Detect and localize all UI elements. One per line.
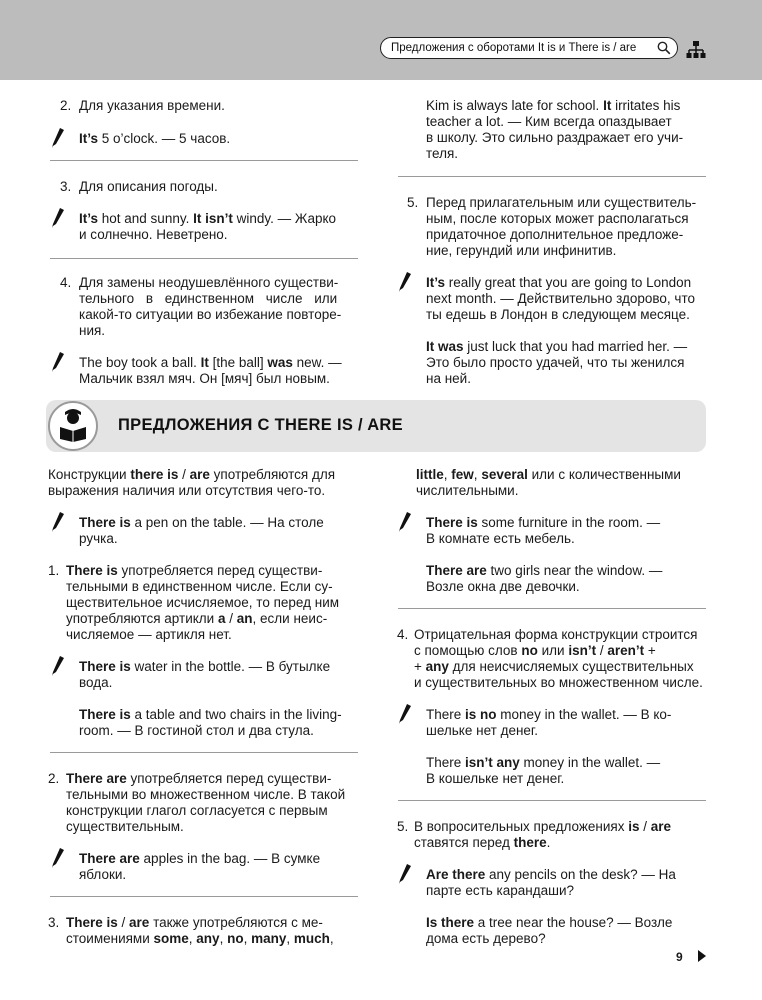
example: next month. — Действительно здорово, что [426,291,695,306]
example: room. — В гостиной стол и два стула. [79,723,314,738]
item-text: There is / are также употребляются с ме- [66,915,323,930]
example: Is there a tree near the house? — Возле [426,915,673,930]
contents-tree-icon[interactable] [686,40,706,65]
item-text: Перед прилагательным или существитель- [426,195,697,210]
divider [398,176,706,177]
item-text: стоимениями some, any, no, many, much, [66,931,334,946]
example: It’s really great that you are going to London [426,275,692,290]
example: яблоки. [79,867,127,882]
breadcrumb-text: Предложения с оборотами It is и There is / are [391,42,637,54]
divider [50,160,358,161]
example: There is a pen on the table. — На столе [79,515,324,530]
pencil-icon [50,848,64,873]
example: на ней. [426,371,471,386]
example: Kim is always late for school. It irritates his [426,98,681,113]
breadcrumb[interactable] [380,37,678,59]
search-icon[interactable] [657,41,671,62]
pencil-icon [397,704,411,729]
item-number: 3. [60,179,72,194]
item-text: тельными в единственном числе. Если су- [66,579,333,594]
item-text: Отрицательная форма конструкции строится [414,627,698,642]
item-text: There are употребляется перед существи- [66,771,332,786]
divider [398,800,706,801]
next-page-icon[interactable] [698,949,706,967]
item-number: 5. [407,195,419,210]
item-text: + any для неисчисляемых существительных [414,659,694,674]
example: It was just luck that you had married her. — [426,339,688,354]
item-text: употребляются артикли a / an, если неис- [66,611,328,626]
divider [50,752,358,753]
example: There isn’t any money in the wallet. — [426,755,661,770]
item-text: ставятся перед there. [414,835,551,850]
example: The boy took a ball. It [the ball] was new. — [79,355,342,370]
example: Это было просто удачей, что ты женился [426,355,685,370]
example: There is some furniture in the room. — [426,515,661,530]
example: В кошельке нет денег. [426,771,565,786]
item-text: ществительное исчисляемое, то перед ним [66,595,340,610]
item-text: There is употребляется перед существи- [66,563,323,578]
example: ручка. [79,531,118,546]
item-number: 5. [397,819,409,834]
example: It’s 5 o’clock. — 5 часов. [79,131,231,146]
item-text: В вопросительных предложениях is / are [414,819,672,834]
pencil-icon [50,128,64,153]
example: teacher a lot. — Ким всегда опаздывает [426,114,672,129]
pencil-icon [50,656,64,681]
item-text: little, few, several или с количественными [416,467,681,482]
item-text: тельного в единственном числе или [79,291,338,306]
item-number: 3. [48,915,60,930]
example: Возле окна две девочки. [426,579,580,594]
pencil-icon [397,512,411,537]
item-text: Для указания времени. [79,98,225,113]
item-text: какой-то ситуации во избежание повторе- [79,307,342,322]
item-number: 2. [60,98,72,113]
pencil-icon [50,208,64,233]
example: There is a table and two chairs in the living- [79,707,342,722]
item-text: числительными. [416,483,519,498]
item-text: Для замены неодушевлённого существи- [79,275,339,290]
example: There is water in the bottle. — В бутылке [79,659,331,674]
example: дома есть дерево? [426,931,546,946]
example: Are there any pencils on the desk? — На [426,867,676,882]
item-number: 4. [60,275,72,290]
example: There is no money in the wallet. — В ко- [426,707,672,722]
item-text: ния. [79,323,106,338]
example: В комнате есть мебель. [426,531,575,546]
intro-text: Конструкции there is / are употребляются для [48,467,336,482]
pencil-icon [50,352,64,377]
item-text: ным, после которых может располагаться [426,211,689,226]
item-text: придаточное дополнительное предложе- [426,227,684,242]
example: теля. [426,146,459,161]
item-text: Для описания погоды. [79,179,218,194]
item-text: ние, герундий или инфинитив. [426,243,617,258]
pencil-icon [50,512,64,537]
item-text: существительным. [66,819,184,834]
page-number: 9 [676,950,683,964]
item-text: конструкции глагол согласуется с первым [66,803,328,818]
reader-icon [48,401,98,451]
pencil-icon [397,272,411,297]
example: It’s hot and sunny. It isn’t windy. — Жарко [79,211,337,226]
example: и солнечно. Неветрено. [79,227,228,242]
example: Мальчик взял мяч. Он [мяч] был новым. [79,371,330,386]
item-text: тельными во множественном числе. В такой [66,787,346,802]
example: вода. [79,675,113,690]
section-title: ПРЕДЛОЖЕНИЯ С THERE IS / ARE [118,416,403,434]
item-number: 1. [48,563,60,578]
divider [398,608,706,609]
item-text: числяемое — артикля нет. [66,627,232,642]
example: There are two girls near the window. — [426,563,663,578]
divider [50,896,358,897]
example: ты едешь в Лондон в следующем месяце. [426,307,690,322]
item-text: и существительных во множественном числе. [414,675,703,690]
example: шельке нет денег. [426,723,538,738]
item-text: с помощью слов no или isn’t / aren’t + [414,643,656,658]
pencil-icon [397,864,411,889]
divider [50,258,358,259]
example: парте есть карандаши? [426,883,574,898]
item-number: 4. [397,627,409,642]
intro-text: выражения наличия или отсутствия чего-то. [48,483,326,498]
item-number: 2. [48,771,60,786]
example: There are apples in the bag. — В сумке [79,851,321,866]
example: в школу. Это сильно раздражает его учи- [426,130,684,145]
